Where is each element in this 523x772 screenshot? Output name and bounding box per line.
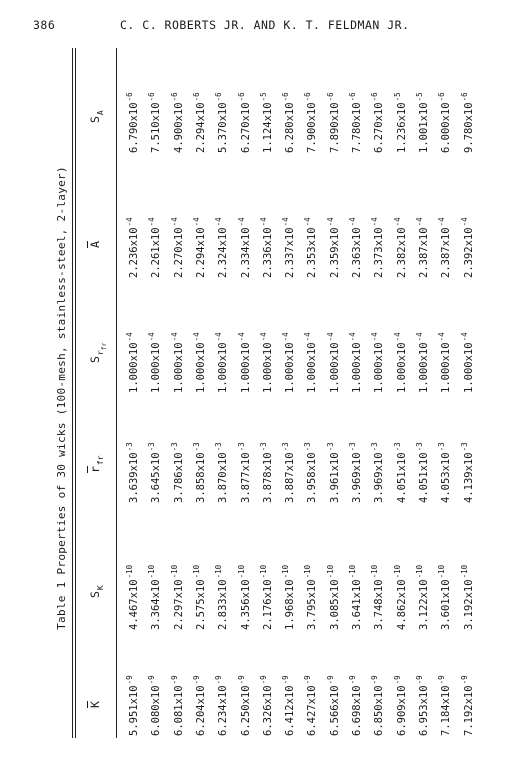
column-header-a: $\overline{A}$ [88,241,102,248]
table-cell-sk: $3.122x10^{-10}$ [414,564,430,630]
table-cell-srfr: $1.000x10^{-4}$ [147,332,163,393]
table-cell-sk: $2.575x10^{-10}$ [191,564,207,630]
table-cell-k: $6.234x10^{-9}$ [214,675,230,736]
table-cell-a: $2.294x10^{-4}$ [191,217,207,278]
table-cell-sk: $3.748x10^{-10}$ [370,564,386,630]
table-cell-a: $2.270x10^{-4}$ [169,217,185,278]
table-cell-sa: $7.780x10^{-6}$ [348,92,363,153]
table-cell-a: $2.336x10^{-4}$ [258,217,274,278]
table-cell-rfr: $3.639x10^{-3}$ [125,442,140,503]
table-cell-k: $7.192x10^{-9}$ [459,675,475,736]
table-cell-sa: $6.270x10^{-6}$ [236,92,252,153]
table-cell-k: $6.566x10^{-9}$ [325,675,341,736]
table-top-rule [72,48,73,738]
table-cell-srfr: $1.000x10^{-4}$ [437,332,453,393]
table-cell-rfr: $3.870x10^{-3}$ [214,442,230,503]
page-number: 386 [33,18,56,32]
table-cell-rfr: $3.858x10^{-3}$ [191,442,207,503]
table-cell-sa: $6.000x10^{-6}$ [437,92,453,153]
table-cell-a: $2.236x10^{-4}$ [125,217,140,278]
table-title: Table 1 Properties of 30 wicks (100-mesh, stainless-steel, 2-layer) [55,166,68,630]
column-header-k: $\overline{K}$ [88,701,102,708]
table-cell-srfr: $1.000x10^{-4}$ [236,332,252,393]
table-cell-rfr: $3.645x10^{-3}$ [147,442,163,503]
table-cell-sa: $1.001x10^{-5}$ [414,92,430,153]
table-cell-srfr: $1.000x10^{-4}$ [392,332,408,393]
table-cell-sk: $3.192x10^{-10}$ [459,564,475,630]
table-cell-rfr: $3.878x10^{-3}$ [258,442,274,503]
table-cell-rfr: $3.877x10^{-3}$ [236,442,252,503]
table-cell-a: $2.353x10^{-4}$ [303,217,319,278]
table-cell-rfr: $3.961x10^{-3}$ [325,442,341,503]
table-cell-sa: $1.236x10^{-5}$ [392,92,408,153]
table-cell-rfr: $4.139x10^{-3}$ [459,442,475,503]
table-cell-k: $6.850x10^{-9}$ [370,675,386,736]
table-cell-sk: $4.467x10^{-10}$ [125,564,140,630]
table-cell-sk: $3.085x10^{-10}$ [325,564,341,630]
table-cell-sk: $4.356x10^{-10}$ [236,564,252,630]
table-cell-k: $6.698x10^{-9}$ [348,675,363,736]
table-cell-sa: $7.890x10^{-6}$ [325,92,341,153]
table-cell-srfr: $1.000x10^{-4}$ [281,332,297,393]
table-cell-k: $6.250x10^{-9}$ [236,675,252,736]
table-cell-sk: $2.297x10^{-10}$ [169,564,185,630]
table-cell-a: $2.334x10^{-4}$ [236,217,252,278]
column-header-sa: $S_A$ [88,110,105,123]
table-cell-sk: $3.364x10^{-10}$ [147,564,163,630]
table-cell-k: $6.909x10^{-9}$ [392,675,408,736]
table-cell-sa: $6.280x10^{-6}$ [281,92,297,153]
table-top-rule-double [75,48,76,738]
table-cell-sk: $2.833x10^{-10}$ [214,564,230,630]
table-cell-sa: $5.370x10^{-6}$ [214,92,230,153]
table-cell-rfr: $3.958x10^{-3}$ [303,442,319,503]
table-cell-sk: $3.601x10^{-10}$ [437,564,453,630]
table-cell-rfr: $3.969x10^{-3}$ [348,442,363,503]
table-cell-srfr: $1.000x10^{-4}$ [258,332,274,393]
table-cell-sa: $1.124x10^{-5}$ [258,92,274,153]
table-cell-sk: $4.862x10^{-10}$ [392,564,408,630]
table-cell-sk: $2.176x10^{-10}$ [258,564,274,630]
table-cell-a: $2.392x10^{-4}$ [459,217,475,278]
table-cell-sa: $9.780x10^{-6}$ [459,92,475,153]
page-header [0,18,523,36]
table-cell-srfr: $1.000x10^{-4}$ [214,332,230,393]
table-cell-k: $6.204x10^{-9}$ [191,675,207,736]
table-cell-srfr: $1.000x10^{-4}$ [370,332,386,393]
table-cell-sa: $2.294x10^{-6}$ [191,92,207,153]
table-cell-a: $2.387x10^{-4}$ [437,217,453,278]
table-cell-a: $2.363x10^{-4}$ [348,217,363,278]
running-head: C. C. ROBERTS JR. AND K. T. FELDMAN JR. [120,18,410,32]
table-cell-a: $2.387x10^{-4}$ [414,217,430,278]
table-cell-srfr: $1.000x10^{-4}$ [348,332,363,393]
table-cell-srfr: $1.000x10^{-4}$ [459,332,475,393]
table-cell-k: $6.953x10^{-9}$ [414,675,430,736]
table-cell-a: $2.324x10^{-4}$ [214,217,230,278]
table-cell-k: $6.081x10^{-9}$ [169,675,185,736]
table-cell-sk: $1.968x10^{-10}$ [281,564,297,630]
table-cell-a: $2.337x10^{-4}$ [281,217,297,278]
column-header-sk: $S_K$ [88,585,105,598]
table-cell-rfr: $4.053x10^{-3}$ [437,442,453,503]
table-cell-srfr: $1.000x10^{-4}$ [125,332,140,393]
table-cell-srfr: $1.000x10^{-4}$ [191,332,207,393]
table-cell-k: $6.326x10^{-9}$ [258,675,274,736]
table-cell-k: $7.184x10^{-9}$ [437,675,453,736]
table-cell-rfr: $3.887x10^{-3}$ [281,442,297,503]
table-cell-rfr: $3.969x10^{-3}$ [370,442,386,503]
table-cell-srfr: $1.000x10^{-4}$ [414,332,430,393]
table-cell-k: $6.080x10^{-9}$ [147,675,163,736]
table-cell-k: $6.427x10^{-9}$ [303,675,319,736]
rotated-table [50,48,490,748]
table-cell-rfr: $3.786x10^{-3}$ [169,442,185,503]
table-cell-a: $2.359x10^{-4}$ [325,217,341,278]
table-cell-sk: $3.641x10^{-10}$ [348,564,363,630]
table-cell-sa: $6.270x10^{-6}$ [370,92,386,153]
column-header-rfr: $\overline{r}_{fr}$ [88,455,105,473]
table-cell-sa: $7.510x10^{-6}$ [147,92,163,153]
table-cell-a: $2.261x10^{-4}$ [147,217,163,278]
table-cell-k: $5.951x10^{-9}$ [125,675,140,736]
table-cell-sk: $3.795x10^{-10}$ [303,564,319,630]
table-cell-sa: $6.790x10^{-6}$ [125,92,140,153]
table-cell-srfr: $1.000x10^{-4}$ [169,332,185,393]
table-cell-srfr: $1.000x10^{-4}$ [303,332,319,393]
table-header-rule [116,48,117,738]
table-cell-srfr: $1.000x10^{-4}$ [325,332,341,393]
table-cell-a: $2.373x10^{-4}$ [370,217,386,278]
table-cell-a: $2.382x10^{-4}$ [392,217,408,278]
column-header-srfr: $S_{r_{fr}}$ [88,342,108,363]
table-cell-sa: $4.900x10^{-6}$ [169,92,185,153]
table-cell-sa: $7.900x10^{-6}$ [303,92,319,153]
table-cell-k: $6.412x10^{-9}$ [281,675,297,736]
table-cell-rfr: $4.051x10^{-3}$ [414,442,430,503]
table-cell-rfr: $4.051x10^{-3}$ [392,442,408,503]
